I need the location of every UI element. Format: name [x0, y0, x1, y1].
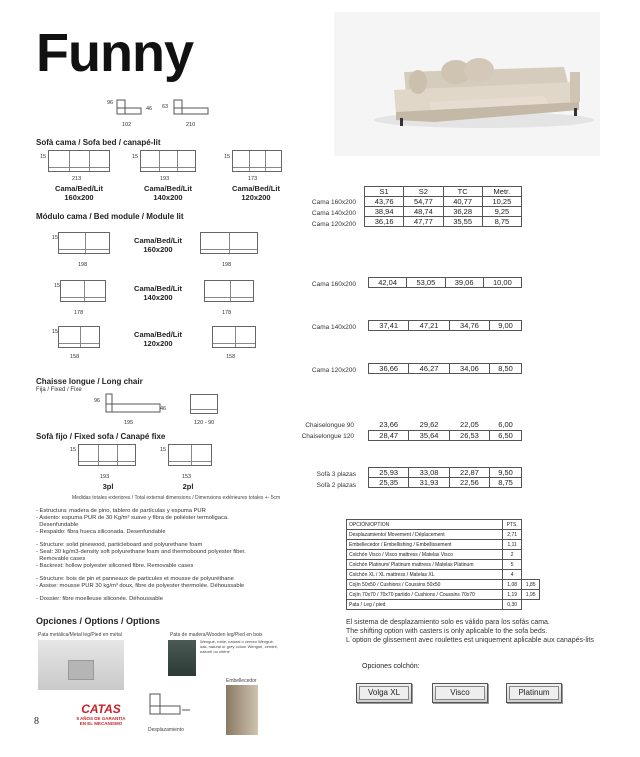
price-table-header	[364, 186, 522, 227]
opt-pts: 2,71	[503, 530, 522, 540]
opt-label: Embellecedor / Embellishing / Embellissement	[347, 540, 503, 550]
col-metr: Metr.	[482, 187, 521, 197]
side-dim: 15	[132, 154, 139, 160]
price-cell: 34,76	[449, 321, 489, 331]
right-width: 198	[222, 262, 232, 268]
left-width: 178	[74, 310, 84, 316]
chaise-side-icon	[172, 96, 212, 118]
opt-label: Colchón Visco / Visco mattress / Matelas Visco	[347, 550, 503, 560]
dim-b-depth: 63	[162, 104, 169, 110]
price-cell: 10,25	[482, 197, 521, 207]
right-width: 178	[222, 310, 232, 316]
dim-a-width: 102	[122, 122, 132, 128]
metal-leg-label: Pata metálica/Metal leg/Pied en métal	[38, 632, 122, 638]
right-width: 158	[226, 354, 236, 360]
sofa-drawing	[78, 444, 136, 466]
catas-logo	[66, 702, 136, 732]
price-table-module-120	[368, 363, 522, 374]
width-dim: 213	[72, 176, 82, 182]
width-dim: 193	[160, 176, 170, 182]
cap-line1: Cama/Bed/Lit	[134, 284, 182, 293]
row-label: Chaiselongue 120	[301, 433, 354, 440]
embellishing-photo	[226, 685, 258, 735]
desc-line: - Dossier: fibre moelleuse siliconée. Déhoussable	[36, 596, 163, 602]
price-cell: 42,04	[369, 278, 407, 288]
price-cell: 54,77	[404, 197, 443, 207]
price-cell: 38,94	[365, 207, 404, 217]
empty-cell	[522, 540, 540, 550]
row-label: Cama 120x200	[311, 367, 356, 374]
dim-b-width: 210	[186, 122, 196, 128]
header-dims	[100, 96, 220, 132]
sofa-label: 3pl	[102, 482, 114, 491]
price-cell: 10,00	[483, 278, 521, 288]
price-cell: 43,76	[365, 197, 404, 207]
price-cell: 22,56	[449, 478, 489, 488]
btn-label: Volga XL	[359, 686, 409, 700]
price-cell: 48,74	[404, 207, 443, 217]
price-cell: 33,08	[409, 468, 449, 478]
opt-label: Colchón Platinum/ Platinum mattress / Matelas Platinum	[347, 560, 503, 570]
shift-note	[346, 618, 636, 645]
armchair-side-icon	[115, 96, 145, 118]
chaise-right-width: 120 - 90	[194, 420, 215, 426]
shift-note-en: The shifting option with casters is only aplicable to the sofa beds.	[346, 628, 548, 635]
price-table-module-140	[368, 320, 522, 331]
empty-cell	[522, 550, 540, 560]
row-label: Sofà 3 plazas	[316, 471, 356, 478]
opt-label: Desplazamiento/ Movement / Déplacement	[347, 530, 503, 540]
sofa-label: 2pl	[182, 482, 194, 491]
desc-line: - Structure: solid pinewood, particleboard and polyurethane foam	[36, 542, 203, 548]
btn-label: Visco	[435, 686, 485, 700]
opt-label: Cojín 50x50 / Cushions / Coussins 50x50	[347, 580, 503, 590]
mattress-volga-xl-button[interactable]	[356, 683, 412, 703]
cap-line2: 160x200	[64, 193, 94, 202]
cap-line2: 140x200	[153, 193, 183, 202]
opt-pts: 1,11	[503, 540, 522, 550]
empty-cell	[522, 600, 540, 610]
price-cell: 37,41	[369, 321, 409, 331]
options-heading: Opciones / Options / Options	[36, 616, 161, 626]
price-cell: 26,53	[449, 430, 489, 440]
price-cell: 53,05	[407, 278, 445, 288]
price-table-module-160	[368, 277, 522, 288]
sofa-drawing	[140, 150, 196, 172]
price-cell: 47,21	[409, 321, 449, 331]
row-label: Cama 160x200	[311, 281, 356, 288]
width-dim: 193	[100, 474, 110, 480]
sofa-drawing	[168, 444, 212, 466]
price-cell: 9,50	[490, 468, 522, 478]
cap-line2: 140x200	[143, 293, 173, 302]
opt-pts: 1,19	[503, 590, 522, 600]
wood-leg-note: Wengué, roble, natural o cerezo Wengué, oak, natural or grey colour Wengué, cendré, naturel ou chêne	[200, 639, 278, 654]
empty-cell	[522, 530, 540, 540]
side-dim: 15	[40, 154, 47, 160]
module-left-drawing	[58, 326, 100, 348]
price-cell: 8,75	[490, 478, 522, 488]
wood-leg-photo	[168, 640, 196, 676]
price-cell: 6,50	[490, 430, 522, 440]
row-label: Cama 120x200	[311, 221, 356, 228]
side-dim: 15	[224, 154, 231, 160]
module-row-3	[36, 326, 276, 366]
price-cell: 29,62	[419, 420, 439, 430]
empty-cell	[522, 570, 540, 580]
movement-icon	[144, 690, 194, 720]
side-dim: 15	[52, 329, 59, 335]
price-cell: 8,75	[482, 217, 521, 227]
price-cell: 9,25	[482, 207, 521, 217]
chaise-sub: Fija / Fixed / Fixe	[36, 387, 82, 393]
opt-label: Colchón XL / XL mattress / Matelas XL	[347, 570, 503, 580]
metal-leg-photo	[38, 640, 124, 690]
guarantee-line1: 5 AÑOS DE GARANTÍA	[76, 716, 126, 721]
embellishing-label: Embellecedor	[226, 678, 257, 684]
desc-line: - Backrest: hollow polyester siliconed fibre. Removable cases	[36, 563, 194, 569]
product-title: Funny	[36, 23, 193, 83]
chaise-height: 46	[160, 406, 167, 412]
module-row-1	[36, 232, 276, 272]
cap-line1: Cama/Bed/Lit	[232, 184, 280, 193]
sofa-bed-heading: Sofà cama / Sofa bed / canapé-lit	[36, 138, 161, 147]
module-row-2	[36, 280, 276, 320]
row-label: Cama 160x200	[311, 199, 356, 206]
fixed-sofa-heading: Sofà fijo / Fixed sofa / Canapé fixe	[36, 432, 166, 441]
side-dim: 15	[70, 447, 77, 453]
price-cell: 36,66	[369, 364, 409, 374]
module-right-drawing	[204, 280, 254, 302]
opt-extra: 1,85	[522, 580, 540, 590]
cap-line1: Cama/Bed/Lit	[144, 184, 192, 193]
shift-note-fr: L´option de glissement avec roulettes est uniquement aplicable aux canapés-lits	[346, 637, 594, 644]
left-width: 158	[70, 354, 80, 360]
price-cell: 23,66	[379, 420, 399, 430]
catas-text: CATAS	[81, 702, 121, 716]
desc-line: - Assise: mousse PUR 30 kg/m³ doux, fibre de polyester thermolée. Déhoussable	[36, 583, 245, 589]
mattress-visco-button[interactable]	[432, 683, 488, 703]
side-dim: 15	[54, 283, 61, 289]
guarantee-line2: EN EL MECANISMO	[79, 721, 123, 726]
desc-line: - Estructura: madera de pino, tablero de partículas y espuma PUR	[36, 508, 206, 514]
left-width: 198	[78, 262, 88, 268]
wood-leg-label: Pata de madera/Wooden leg/Pied en bois	[170, 632, 263, 638]
price-cell: 6,00	[498, 420, 513, 430]
price-cell: 22,05	[460, 420, 479, 430]
desc-line: Removable cases	[36, 556, 86, 562]
opt-pts: 2	[503, 550, 522, 560]
price-cell: 8,50	[490, 364, 522, 374]
shift-note-es: El sistema de desplazamiento solo es válido para los sofás cama.	[346, 619, 550, 626]
price-cell: 25,35	[369, 478, 409, 488]
movement-label: Desplazamiento	[148, 727, 184, 733]
price-cell: 9,00	[490, 321, 522, 331]
sofa-bed-item-3	[224, 150, 304, 206]
cap-line1: Cama/Bed/Lit	[134, 236, 182, 245]
mattress-heading: Opciones colchón:	[362, 663, 420, 670]
page-number: 8	[34, 716, 39, 727]
price-cell: 22,87	[449, 468, 489, 478]
side-dim: 15	[52, 235, 59, 241]
row-label: Cama 140x200	[311, 210, 356, 217]
cap-line1: Cama/Bed/Lit	[134, 330, 182, 339]
col-s2: S2	[404, 187, 443, 197]
price-cell: 35,64	[409, 430, 449, 440]
chaise-depth: 96	[94, 398, 101, 404]
options-price-table	[346, 519, 540, 610]
row-label: Cama 140x200	[311, 324, 356, 331]
opt-label: Pata / Leg / pied	[347, 600, 503, 610]
price-cell: 28,47	[369, 430, 409, 440]
width-dim: 173	[248, 176, 258, 182]
opt-pts: 0,30	[503, 600, 522, 610]
price-table-chaise	[368, 420, 522, 441]
description	[36, 508, 336, 603]
opt-header: OPCIÓN/OPTION	[347, 520, 503, 530]
desc-line: - Respaldo: fibra hueca siliconada. Desenfundable	[36, 529, 166, 535]
empty-cell	[522, 520, 540, 530]
price-cell: 46,27	[409, 364, 449, 374]
row-label: Sofà 2 plazas	[316, 482, 356, 489]
opt-label: Cojín 70x70 / 70x70 partido / Cushions / Coussins 70x70	[347, 590, 503, 600]
opt-extra: 1,95	[522, 590, 540, 600]
opt-pts: 4	[503, 570, 522, 580]
sofa-drawing	[232, 150, 282, 172]
side-dim: 15	[160, 447, 167, 453]
chaise-side-icon	[104, 392, 167, 416]
cap-line2: 120x200	[241, 193, 271, 202]
row-label: Chaiselongue 90	[305, 422, 354, 429]
cap-line2: 160x200	[143, 245, 173, 254]
desc-line: - Structure: bois de pin et panneaux de particules et mousse de polyuréthane	[36, 576, 234, 582]
width-dim: 153	[182, 474, 192, 480]
movement-diagram	[144, 690, 194, 726]
desc-line: - Seat: 30 kg/m3-density soft polyurethane foam and thermobound polyester fiber.	[36, 549, 246, 555]
desc-line: Desenfundable	[36, 522, 79, 528]
fixed-sofa-3pl	[70, 444, 160, 490]
chaise-front-drawing	[190, 394, 218, 414]
opt-header: PTS.	[503, 520, 522, 530]
chaise-drawing	[90, 392, 250, 428]
price-cell: 47,77	[404, 217, 443, 227]
cap-line2: 120x200	[143, 339, 173, 348]
module-left-drawing	[60, 280, 106, 302]
price-cell: 39,06	[445, 278, 483, 288]
btn-label: Platinum	[509, 686, 559, 700]
price-cell: 34,06	[449, 364, 489, 374]
price-cell: 25,93	[369, 468, 409, 478]
fixed-sofa-2pl	[160, 444, 250, 490]
product-photo	[334, 12, 600, 156]
dim-a-h: 46	[146, 106, 153, 112]
module-right-drawing	[212, 326, 256, 348]
cap-line1: Cama/Bed/Lit	[55, 184, 103, 193]
module-right-drawing	[200, 232, 258, 254]
price-cell: 31,93	[409, 478, 449, 488]
price-table-fixed	[368, 467, 522, 488]
col-s1: S1	[365, 187, 404, 197]
price-cell: 36,28	[443, 207, 482, 217]
price-cell: 35,55	[443, 217, 482, 227]
empty-cell	[522, 560, 540, 570]
opt-pts: 5	[503, 560, 522, 570]
chaise-width: 195	[124, 420, 134, 426]
dimensions-note: Medidas totales exteriores / Total external dimensions / Dimensions extérieures totales +- 5cm	[72, 495, 281, 501]
dim-a-depth: 96	[107, 100, 114, 106]
module-left-drawing	[58, 232, 110, 254]
price-cell: 40,77	[443, 197, 482, 207]
desc-line: - Asiento: espuma PUR de 30 Kg/m³ suave y fibra de poliéster termoligaca.	[36, 515, 229, 521]
mattress-platinum-button[interactable]	[506, 683, 562, 703]
chaise-heading: Chaisse longue / Long chair	[36, 377, 143, 386]
sofa-bed-item-1	[36, 150, 116, 206]
price-cell: 36,16	[365, 217, 404, 227]
sofa-drawing	[48, 150, 110, 172]
module-bed-heading: Módulo cama / Bed module / Module lit	[36, 212, 184, 221]
col-tc: TC	[443, 187, 482, 197]
sofa-bed-item-2	[132, 150, 212, 206]
opt-pts: 1,08	[503, 580, 522, 590]
